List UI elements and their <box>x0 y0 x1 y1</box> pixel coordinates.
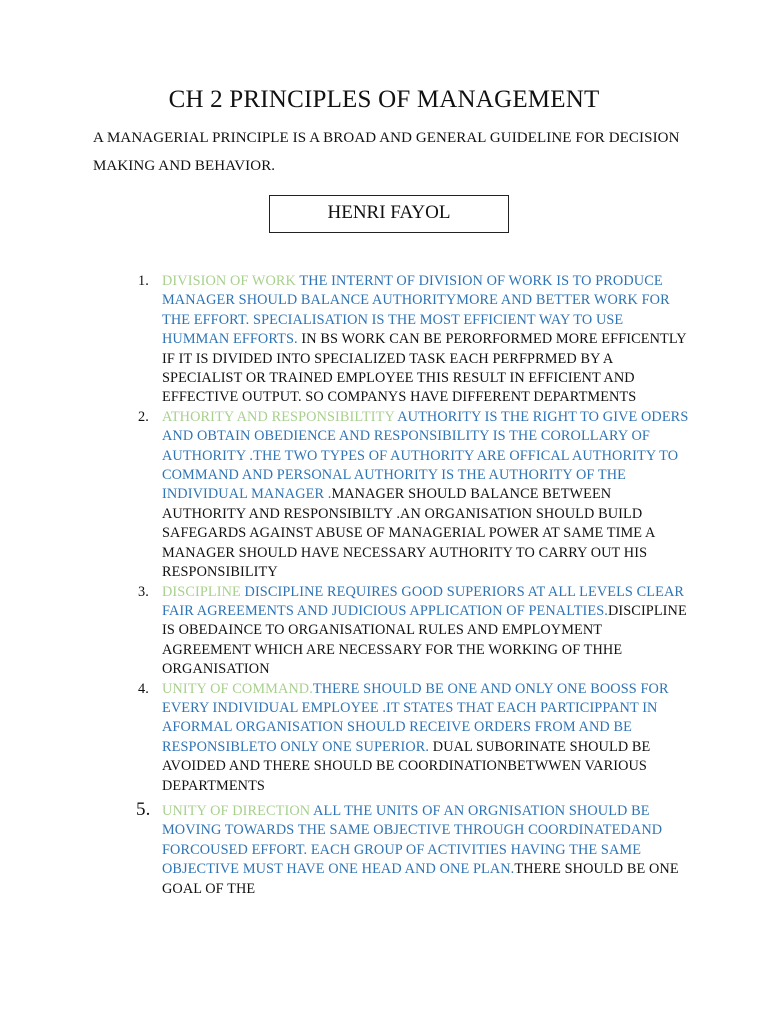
principle-body-text: MANAGER SHOULD BALANCE BETWEEN AUTHORITY AND RESPONSIBILTY .AN ORGANISATION SHOULD BUILD SAFEGARDS AGAINST ABUSE OF MANAGERIAL POWER AT SAME TIME A MANAGER SHOULD HAVE NECESSARY AUTHORITY TO CARRY OUT HIS RESPONSIBILITY <box>162 486 655 581</box>
principle-blue-text: ALL THE UNITS OF AN ORGNISATION SHOULD BE MOVING TOWARDS THE SAME OBJECTIVE THROUGH COORDINATEDAND FORCOUSED EFFORT. EACH GROUP OF ACTIVITIES HAVING THE SAME OBJECTIVE MUST HAVE ONE HEAD AND ONE PLAN. <box>162 802 663 878</box>
principle-item-3 <box>138 583 692 680</box>
henri-fayol-box: HENRI FAYOL <box>269 195 509 233</box>
principle-item-4 <box>138 680 692 796</box>
principle-item-2 <box>138 408 692 583</box>
principle-heading: ATHORITY AND RESPONSIBILTITY <box>162 408 398 425</box>
principle-blue-text: DISCIPLINE REQUIRES GOOD SUPERIORS AT ALL LEVELS CLEAR FAIR AGREEMENTS AND JUDICIOUS APPLICATION OF PENALTIES. <box>162 583 685 619</box>
principle-body-text: DISCIPLINE IS OBEDAINCE TO ORGANISATIONAL RULES AND EMPLOYMENT AGREEMENT WHICH ARE NECESSARY FOR THE WORKING OF THHE ORGANISATION <box>162 602 687 678</box>
principle-body-text: DUAL SUBORINATE SHOULD BE AVOIDED AND THERE SHOULD BE COORDINATIONBETWWEN VARIOUS DEPARTMENTS <box>162 738 651 794</box>
principle-heading: DIVISION OF WORK <box>162 273 300 289</box>
list-number: 2. <box>138 408 149 425</box>
principle-body-text: IN BS WORK CAN BE PERORFORMED MORE EFFICENTLY IF IT IS DIVIDED INTO SPECIALIZED TASK EACH PERFPRMED BY A SPECIALIST OR TRAINED EMPLOYEE THIS RESULT IN EFFICIENT AND EFFECTIVE OUTPUT. SO COMPANYS HAVE DIFFERENT DEPARTMENTS <box>162 331 687 406</box>
principle-blue-text: THE INTERNT OF DIVISION OF WORK IS TO PRODUCE MANAGER SHOULD BALANCE AUTHORITYMORE AND BETTER WORK FOR THE EFFORT. SPECIALISATION IS THE MOST EFFICIENT WAY TO USE HUMMAN EFFORTS. <box>162 273 670 348</box>
principles-list <box>136 272 692 899</box>
principle-item-5 <box>136 798 692 899</box>
principle-heading: UNITY OF COMMAND. <box>162 680 313 697</box>
principle-heading: UNITY OF DIRECTION <box>162 802 314 819</box>
principle-heading: DISCIPLINE <box>162 583 245 600</box>
principle-item-1 <box>138 272 692 408</box>
list-number: 3. <box>138 583 149 600</box>
list-number: 1. <box>138 273 149 289</box>
principle-blue-text: AUTHORITY IS THE RIGHT TO GIVE ODERS AND OBTAIN OBEDIENCE AND RESPONSIBILITY IS THE COROLLARY OF AUTHORITY .THE TWO TYPES OF AUTHORITY ARE OFFICAL AUTHORITY TO COMMAND AND PERSONAL AUTHORITY IS THE AUTHORITY OF THE INDIVIDUAL MANAGER . <box>162 408 689 503</box>
list-number: 4. <box>138 680 149 697</box>
principle-blue-text: THERE SHOULD BE ONE AND ONLY ONE BOOSS FOR EVERY INDIVIDUAL EMPLOYEE .IT STATES THAT EACH PARTICIPPANT IN AFORMAL ORGANISATION SHOULD RECEIVE ORDERS FROM AND BE RESPONSIBLETO ONLY ONE SUPERIOR. <box>162 680 669 755</box>
principle-body-text: THERE SHOULD BE ONE GOAL OF THE <box>162 861 679 897</box>
document-title: CH 2 PRINCIPLES OF MANAGEMENT <box>168 86 600 113</box>
intro-paragraph: A MANAGERIAL PRINCIPLE IS A BROAD AND GENERAL GUIDELINE FOR DECISION MAKING AND BEHAVIOR. <box>93 130 680 174</box>
list-number: 5. <box>136 798 151 820</box>
